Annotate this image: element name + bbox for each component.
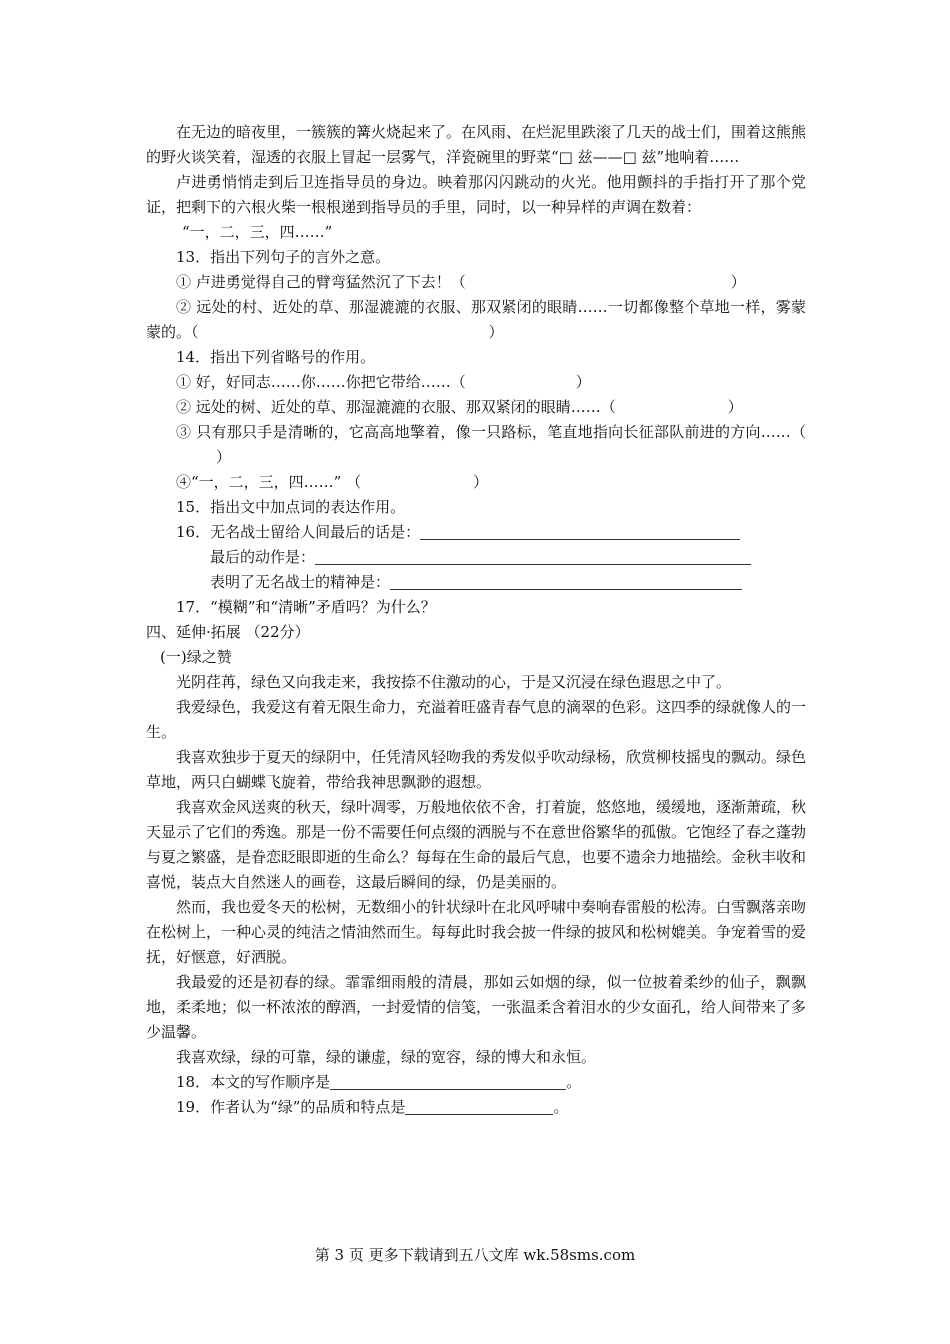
section-4-subtitle: (一)绿之赞: [160, 648, 232, 666]
question-19-text: 19．作者认为“绿”的品质和特点是: [176, 1098, 406, 1116]
question-13: 13．指出下列句子的言外之意。: [176, 248, 391, 266]
close-paren: ）: [730, 273, 746, 291]
question-14-item-3: [146, 420, 806, 470]
question-14-item-1-text: ① 好，好同志……你……你把它带给……（: [176, 373, 466, 391]
close-paren: ）: [473, 473, 489, 491]
question-16-text-2: 最后的动作是：: [210, 548, 316, 566]
essay-paragraph: 我喜欢独步于夏天的绿阴中，任凭清风轻吻我的秀发似乎吹动绿杨，欣赏柳枝摇曳的飘动。绿色草地，两只白蝴蝶飞旋着，带给我神思飘渺的遐想。: [146, 748, 807, 791]
page-footer: 第 3 页 更多下载请到五八文库 wk.58sms.com: [314, 1246, 636, 1264]
question-14: 14．指出下列省略号的作用。: [176, 348, 376, 366]
essay-paragraph: 然而，我也爱冬天的松树，无数细小的针状绿叶在北风呼啸中奏响春雷般的松涛。白雪飘落亲吻在松树上，一种心灵的纯洁之情油然而生。每每此时我会披一件绿的披风和松树媲美。争宠着雪的爱抚，好惬意，好洒脱。: [146, 898, 807, 966]
passage-paragraph-2: 卢进勇悄悄走到后卫连指导员的身边。映着那闪闪跳动的火光。他用颤抖的手指打开了那个党证，把剩下的六根火柴一根根递到指导员的手里，同时，以一种异样的声调在数着：: [146, 173, 806, 216]
essay-paragraph: 我喜欢金风送爽的秋天，绿叶凋零，万般地依依不舍，打着旋，悠悠地，缓缓地，逐渐萧疏，秋天显示了它们的秀逸。那是一份不需要任何点缀的洒脱与不在意世俗繁华的孤傲。它饱经了春之蓬勃与夏之繁盛，是眷恋眨眼即逝的生命么？每每在生命的最后气息，也要不遗余力地描绘。金秋丰收和喜悦，装点大自然迷人的画卷，这最后瞬间的绿，仍是美丽的。: [146, 798, 807, 891]
document-page: [146, 120, 806, 1120]
period: 。: [566, 1073, 582, 1091]
question-18: [146, 1070, 806, 1095]
answer-line[interactable]: [420, 523, 740, 540]
question-14-item-2-text: ② 远处的树、近处的草、那湿漉漉的衣服、那双紧闭的眼睛……（: [176, 398, 616, 416]
question-15: 15．指出文中加点词的表达作用。: [176, 498, 406, 516]
question-13-item-1: [146, 270, 806, 295]
question-14-item-1: [146, 370, 806, 395]
question-14-item-4-text: ④“一，二，三，四……” （: [176, 473, 362, 491]
question-18-text: 18．本文的写作顺序是: [176, 1073, 331, 1091]
essay-paragraph: 我最爱的还是初春的绿。霏霏细雨般的清晨，那如云如烟的绿，似一位披着柔纱的仙子，飘飘地，柔柔地；似一杯浓浓的醇酒，一封爱情的信笺，一张温柔含着泪水的少女面孔，给人间带来了多少温馨。: [146, 973, 807, 1041]
question-13-item-1-text: ① 卢进勇觉得自己的臂弯猛然沉了下去！（: [176, 273, 466, 291]
question-13-item-2-text: ② 远处的村、近处的草、那湿漉漉的衣服、那双紧闭的眼睛……一切都像整个草地一样，雾蒙蒙的。（: [146, 298, 806, 341]
answer-line[interactable]: [315, 548, 751, 565]
close-paren: ）: [727, 398, 743, 416]
question-14-item-4: [146, 470, 806, 495]
question-16-line-2: [146, 545, 806, 570]
period: 。: [553, 1098, 569, 1116]
answer-line[interactable]: [405, 1098, 553, 1115]
close-paren: ）: [575, 373, 591, 391]
question-19: [146, 1095, 806, 1120]
question-16-text-3: 表明了无名战士的精神是：: [210, 573, 391, 591]
passage-paragraph-1: 在无边的暗夜里，一簇簇的篝火烧起来了。在风雨、在烂泥里跌滚了几天的战士们，围着这熊熊的野火谈笑着，湿透的衣服上冒起一层雾气，洋瓷碗里的野菜“□ 兹——□ 兹”地响着……: [146, 123, 807, 166]
question-14-item-2: [146, 395, 806, 420]
question-16-text-1: 16．无名战士留给人间最后的话是：: [176, 523, 421, 541]
question-17: 17．“模糊”和“清晰”矛盾吗？为什么？: [176, 598, 436, 616]
question-16-line-1: [146, 520, 806, 545]
question-16-line-3: [146, 570, 806, 595]
answer-line[interactable]: [390, 573, 742, 590]
section-4-title: 四、延伸·拓展 （22分）: [146, 623, 310, 641]
answer-line[interactable]: [330, 1073, 566, 1090]
essay-paragraph: 我喜欢绿，绿的可靠，绿的谦虚，绿的宽容，绿的博大和永恒。: [176, 1048, 597, 1066]
passage-paragraph-3: “一，二，三，四……”: [182, 223, 333, 241]
essay-paragraph: 我爱绿色，我爱这有着无限生命力，充溢着旺盛青春气息的滴翠的色彩。这四季的绿就像人的一生。: [146, 698, 807, 741]
question-14-item-3-text: ③ 只有那只手是清晰的，它高高地擎着，像一只路标，笔直地指向长征部队前进的方向……（: [176, 423, 806, 441]
question-13-item-2: [146, 295, 806, 345]
close-paren: ）: [216, 448, 232, 466]
essay-paragraph: 光阴荏苒，绿色又向我走来，我按捺不住激动的心，于是又沉浸在绿色遐思之中了。: [176, 673, 732, 691]
close-paren: ）: [488, 323, 504, 341]
